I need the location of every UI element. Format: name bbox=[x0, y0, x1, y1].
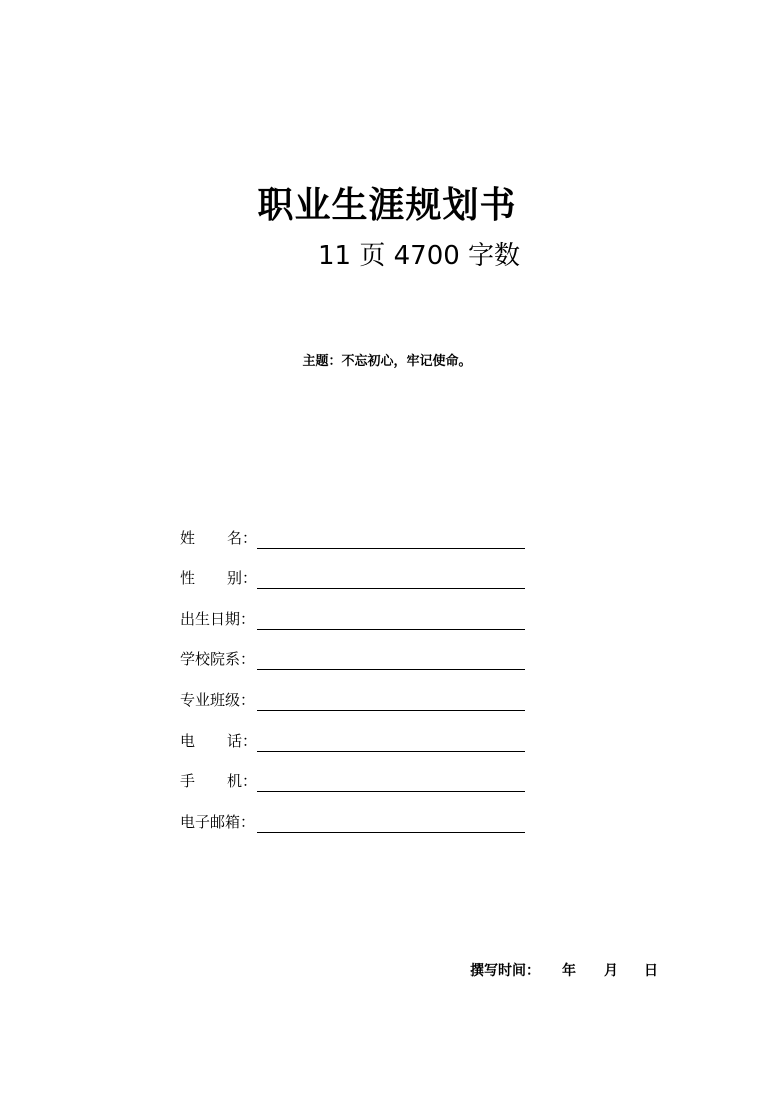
writing-date bbox=[470, 960, 658, 982]
form-row-school bbox=[180, 630, 525, 671]
name-field[interactable] bbox=[257, 526, 525, 549]
form-row-mobile bbox=[180, 752, 525, 793]
gender-field[interactable] bbox=[257, 566, 525, 589]
field-label-birthdate-text: 出生日期： bbox=[180, 609, 256, 628]
document-subtitle: 11 页 4700 字数 bbox=[318, 241, 521, 271]
field-label-email bbox=[180, 811, 257, 833]
field-label-mobile bbox=[180, 770, 257, 792]
field-label-name-part1: 姓 bbox=[180, 528, 196, 547]
field-label-birthdate bbox=[180, 608, 257, 630]
field-label-school-text: 学校院系： bbox=[180, 650, 256, 669]
form-row-major bbox=[180, 670, 525, 711]
field-label-gender-part1: 性 bbox=[180, 569, 196, 588]
form-row-name bbox=[180, 508, 525, 549]
form-row-email bbox=[180, 792, 525, 833]
field-label-gender-part2: 别： bbox=[226, 569, 257, 588]
mobile-field[interactable] bbox=[257, 769, 525, 792]
writing-date-day: 日 bbox=[644, 963, 658, 979]
field-label-phone bbox=[180, 730, 257, 752]
writing-date-label: 撰写时间： bbox=[470, 963, 540, 979]
document-title: 职业生涯规划书 bbox=[257, 185, 517, 226]
major-field[interactable] bbox=[257, 688, 525, 711]
field-label-name bbox=[180, 527, 257, 549]
field-label-school bbox=[180, 648, 257, 670]
field-label-name-part2: 名： bbox=[226, 528, 257, 547]
field-label-major bbox=[180, 689, 257, 711]
school-field[interactable] bbox=[257, 647, 525, 670]
document-theme: 主题：不忘初心，牢记使命。 bbox=[302, 354, 472, 369]
form-row-phone bbox=[180, 711, 525, 752]
field-label-phone-part1: 电 bbox=[180, 731, 196, 750]
field-label-major-text: 专业班级： bbox=[180, 690, 256, 709]
form-row-gender bbox=[180, 549, 525, 590]
personal-info-form bbox=[180, 508, 525, 833]
writing-date-month: 月 bbox=[604, 963, 618, 979]
field-label-mobile-part2: 机： bbox=[226, 772, 257, 791]
form-row-birthdate bbox=[180, 589, 525, 630]
field-label-phone-part2: 话： bbox=[226, 731, 257, 750]
writing-date-year: 年 bbox=[562, 963, 576, 979]
field-label-email-text: 电子邮箱： bbox=[180, 812, 256, 831]
phone-field[interactable] bbox=[257, 729, 525, 752]
birthdate-field[interactable] bbox=[257, 607, 525, 630]
field-label-gender bbox=[180, 567, 257, 589]
email-field[interactable] bbox=[257, 810, 525, 833]
field-label-mobile-part1: 手 bbox=[180, 772, 196, 791]
